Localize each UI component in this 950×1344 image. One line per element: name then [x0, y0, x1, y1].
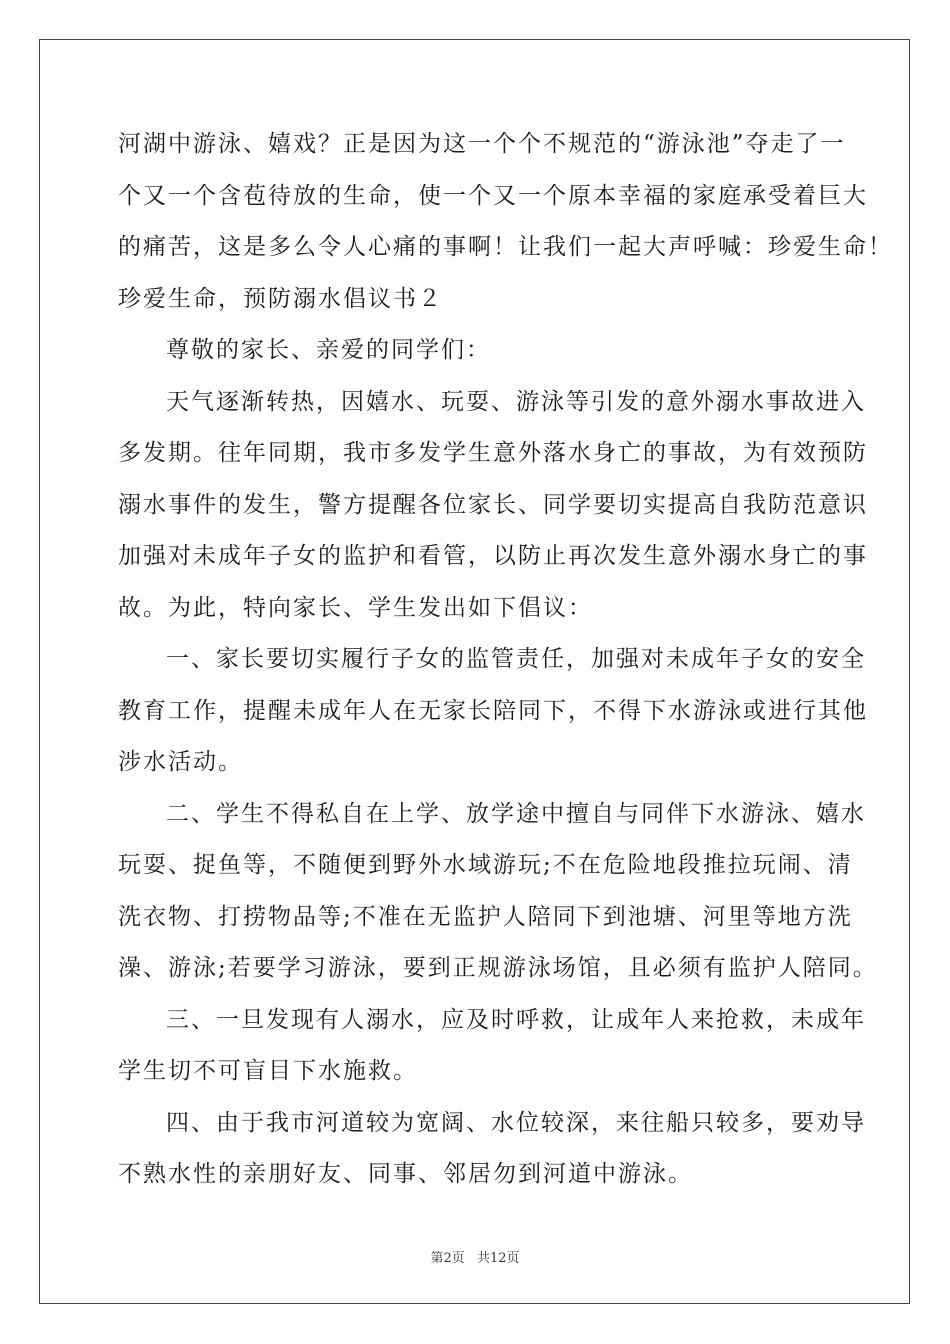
text-line: 教育工作，提醒未成年人在无家长陪同下，不得下水游泳或进行其他	[118, 697, 868, 724]
text-line: 涉水活动。	[118, 749, 243, 775]
text-line: 故。为此，特向家长、学生发出如下倡议：	[118, 594, 593, 621]
text-line: 加强对未成年子女的监护和看管，以防止再次发生意外溺水身亡的事	[118, 543, 868, 569]
text-line: 天气逐渐转热，因嬉水、玩耍、游泳等引发的意外溺水事故进入	[166, 388, 866, 415]
section-title: 珍爱生命，预防溺水倡议书２	[118, 285, 443, 312]
page-footer	[0, 1247, 950, 1266]
text-line: 溺水事件的发生，警方提醒各位家长、同学要切实提高自我防范意识	[118, 491, 868, 518]
text-line: 洗衣物、打捞物品等;不准在无监护人陪同下到池塘、河里等地方洗	[118, 903, 853, 930]
text-line: 河湖中游泳、嬉戏？正是因为这一个个不规范的“游泳池”夺走了一	[118, 131, 846, 157]
text-line: 澡、游泳;若要学习游泳，要到正规游泳场馆，且必须有监护人陪同。	[118, 955, 878, 981]
document-body	[118, 119, 893, 1201]
text-line: 四、由于我市河道较为宽阔、水位较深，来往船只较多，要劝导	[166, 1109, 866, 1136]
text-line: 个又一个含苞待放的生命，使一个又一个原本幸福的家庭承受着巨大	[118, 182, 868, 209]
text-line: 不熟水性的亲朋好友、同事、邻居勿到河道中游泳。	[118, 1161, 693, 1187]
text-line: 玩耍、捉鱼等，不随便到野外水域游玩;不在危险地段推拉玩闹、清	[118, 852, 853, 878]
current-page-number: 第2页	[430, 1251, 465, 1266]
text-line: 学生切不可盲目下水施救。	[118, 1058, 418, 1084]
text-line: 的痛苦，这是多么令人心痛的事啊！让我们一起大声呼喊：珍爱生命！	[118, 234, 893, 260]
text-line: 三、一旦发现有人溺水，应及时呼救，让成年人来抢救，未成年	[166, 1006, 866, 1033]
text-line: 多发期。往年同期，我市多发学生意外落水身亡的事故，为有效预防	[118, 440, 868, 466]
salutation: 尊敬的家长、亲爱的同学们：	[166, 337, 491, 363]
text-line: 一、家长要切实履行子女的监管责任，加强对未成年子女的安全	[166, 646, 866, 672]
total-pages: 共12页	[476, 1251, 520, 1266]
text-line: 二、学生不得私自在上学、放学途中擅自与同伴下水游泳、嬉水	[166, 800, 866, 827]
